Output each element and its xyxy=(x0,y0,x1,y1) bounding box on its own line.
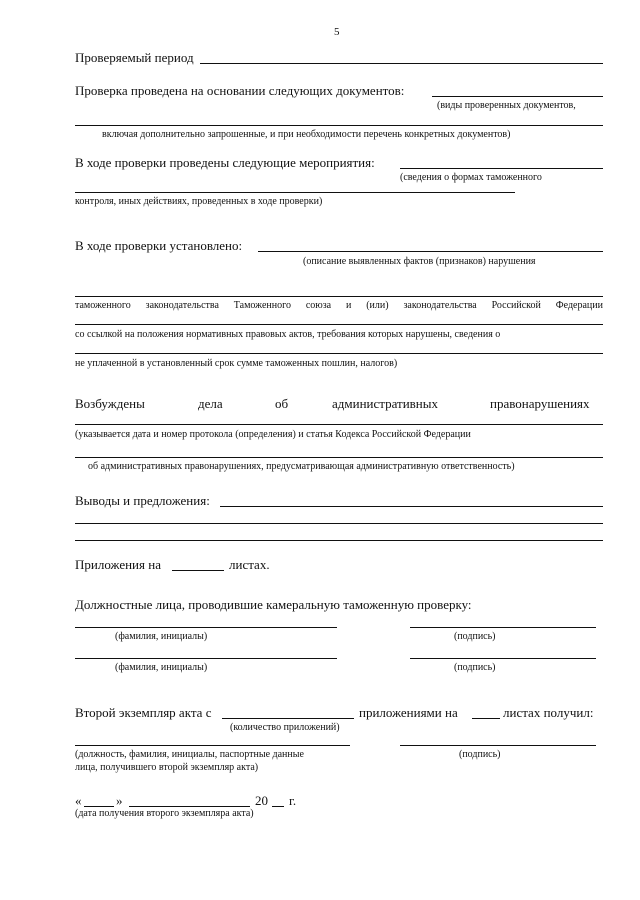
cases-field-line-2[interactable] xyxy=(75,457,603,458)
cases-note-2: об административных правонарушениях, предусматривающая административную ответственность) xyxy=(88,461,515,472)
date-quote-open: « xyxy=(75,793,82,808)
second-copy-count-line[interactable] xyxy=(222,718,354,719)
date-year-suffix: г. xyxy=(289,793,297,808)
measures-field-line[interactable] xyxy=(400,168,603,169)
official-1-name-line[interactable] xyxy=(75,627,337,628)
basis-field-line-2[interactable] xyxy=(75,125,603,126)
date-month-line[interactable] xyxy=(129,806,250,807)
date-year-line[interactable] xyxy=(272,806,284,807)
attachments-prefix: Приложения на xyxy=(75,557,161,572)
officials-label: Должностные лица, проводившие камеральную таможенную проверку: xyxy=(75,597,472,612)
second-copy-person-line[interactable] xyxy=(75,745,350,746)
cases-field-line[interactable] xyxy=(75,424,603,425)
conclusions-field-line-2[interactable] xyxy=(75,523,603,524)
conclusions-field-line-3[interactable] xyxy=(75,540,603,541)
second-copy-sheets-line[interactable] xyxy=(472,718,500,719)
official-2-signature-line[interactable] xyxy=(410,658,596,659)
official-2-name-line[interactable] xyxy=(75,658,337,659)
basis-field-line[interactable] xyxy=(432,96,603,97)
findings-field-line-3[interactable] xyxy=(75,324,603,325)
conclusions-label: Выводы и предложения: xyxy=(75,493,210,508)
period-field-line[interactable] xyxy=(200,63,603,64)
measures-note-2: контроля, иных действиях, проведенных в ходе проверки) xyxy=(75,196,323,207)
second-copy-signature-line[interactable] xyxy=(400,745,596,746)
official-2-name-note: (фамилия, инициалы) xyxy=(115,662,208,673)
second-copy-person-note-2: лица, получившего второй экземпляр акта) xyxy=(75,762,259,773)
date-day-line[interactable] xyxy=(84,806,114,807)
cases-word-3: об xyxy=(275,396,289,411)
second-copy-person-note-1: (должность, фамилия, инициалы, паспортные данные xyxy=(75,749,304,760)
findings-field-line[interactable] xyxy=(258,251,603,252)
findings-field-line-2[interactable] xyxy=(75,296,603,297)
cases-note-1: (указывается дата и номер протокола (определения) и статья Кодекса Российской Федерации xyxy=(75,429,471,440)
findings-note-2: таможенного законодательства Таможенного союза и (или) законодательства Российской Федерации xyxy=(75,300,603,311)
attachments-count-line[interactable] xyxy=(172,570,224,571)
findings-note-1: (описание выявленных фактов (признаков) нарушения xyxy=(303,256,536,267)
measures-label: В ходе проверки проведены следующие мероприятия: xyxy=(75,155,375,170)
basis-note-1: (виды проверенных документов, xyxy=(437,100,576,111)
attachments-suffix: листах. xyxy=(229,557,270,572)
cases-word-5: правонарушениях xyxy=(490,396,590,411)
date-year-prefix: 20 xyxy=(255,793,268,808)
findings-field-line-4[interactable] xyxy=(75,353,603,354)
cases-word-1: Возбуждены xyxy=(75,396,145,411)
findings-note-4: не уплаченной в установленный срок сумме таможенных пошлин, налогов) xyxy=(75,358,398,369)
second-copy-signature-note: (подпись) xyxy=(459,749,501,760)
basis-note-2: включая дополнительно запрошенные, и при необходимости перечень конкретных документов) xyxy=(102,129,511,140)
official-1-signature-line[interactable] xyxy=(410,627,596,628)
findings-label: В ходе проверки установлено: xyxy=(75,238,243,253)
page-number: 5 xyxy=(334,26,340,38)
measures-field-line-2[interactable] xyxy=(75,192,515,193)
conclusions-field-line[interactable] xyxy=(220,506,603,507)
measures-note-1: (сведения о формах таможенного xyxy=(400,172,542,183)
second-copy-middle: приложениями на xyxy=(359,705,458,720)
date-quote-close: » xyxy=(116,793,123,808)
cases-word-4: административных xyxy=(332,396,438,411)
findings-note-3: со ссылкой на положения нормативных правовых актов, требования которых нарушены, сведения о xyxy=(75,329,501,340)
second-copy-count-note: (количество приложений) xyxy=(230,722,340,733)
second-copy-prefix: Второй экземпляр акта с xyxy=(75,705,212,720)
cases-word-2: дела xyxy=(198,396,223,411)
official-1-name-note: (фамилия, инициалы) xyxy=(115,631,208,642)
date-note: (дата получения второго экземпляра акта) xyxy=(75,808,254,819)
period-label: Проверяемый период xyxy=(75,50,194,65)
basis-label: Проверка проведена на основании следующих документов: xyxy=(75,83,405,98)
official-2-signature-note: (подпись) xyxy=(454,662,496,673)
second-copy-suffix: листах получил: xyxy=(503,705,594,720)
official-1-signature-note: (подпись) xyxy=(454,631,496,642)
